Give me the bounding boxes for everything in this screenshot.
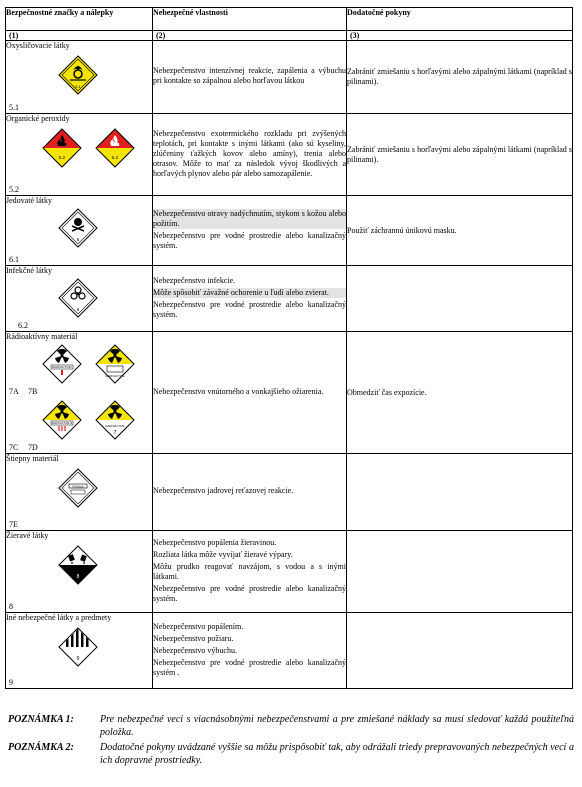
class-id: 7C — [9, 443, 19, 452]
col-number-2: (2) — [153, 31, 347, 41]
property-text: Nebezpečenstvo pre vodné prostredie alebo kanalizačný systém. — [153, 230, 346, 250]
svg-text:5.1: 5.1 — [75, 84, 81, 89]
class-id: 9 — [9, 678, 13, 687]
radioactive-7c-sign-icon — [42, 400, 82, 440]
radioactive-7a-sign-icon — [42, 344, 82, 384]
svg-text:RADIOACTIVE: RADIOACTIVE — [105, 374, 125, 378]
property-text: Nebezpečenstvo popálením. — [153, 621, 244, 631]
svg-text:8: 8 — [76, 574, 80, 580]
property-text: Môžu prudko reagovať navzájom, s vodou a s inými látkami. — [153, 561, 346, 581]
table-row — [6, 531, 573, 613]
table-row — [6, 454, 573, 531]
note-label: POZNÁMKA 1: — [8, 714, 74, 725]
instruction-text: Zabrániť zmiešaniu s horľavými alebo zápalnými látkami (napríklad s pilinami). — [347, 114, 573, 196]
col-number-3: (3) — [347, 31, 573, 41]
property-text: Nebezpečenstvo exotermického rozkladu pri zvýšených teplotách, pri kontakte s inými látkami (ako sú kyseliny, zlúčeniny ťažkých kovov alebo amíny), trenia alebo otrasov. Môže to mať za následok vývoj škodlivých a horľavých plynov alebo pár alebo samozapálenie. — [153, 128, 346, 178]
table-row — [6, 114, 573, 196]
instruction-text — [347, 531, 573, 613]
property-text: Môže spôsobiť závažné ochorenie u ľudí alebo zvierat. — [153, 288, 346, 298]
class-id: 7D — [28, 443, 38, 452]
class-id: 7E — [9, 520, 18, 529]
class-name: Jedovaté látky — [6, 196, 52, 205]
property-text: Nebezpečenstvo intenzívnej reakcie, zapálenia a výbuchu pri kontakte so zápalnou alebo horľavou látkou — [153, 66, 346, 85]
class-id: 6.2 — [18, 321, 28, 330]
table-row — [6, 196, 573, 266]
note-2 — [8, 741, 574, 767]
instruction-text — [347, 613, 573, 689]
class-id: 7B — [28, 387, 38, 396]
svg-text:6: 6 — [76, 237, 80, 242]
class-id: 5.2 — [9, 185, 19, 194]
infectious-biohazard-sign-icon — [58, 278, 98, 318]
note-text: Pre nebezpečné veci s viacnásobnými nebezpečenstvami a pre zmiešané náklady sa musí sledovať každá použiteľná položka. — [100, 714, 574, 738]
corrosive-sign-icon — [58, 545, 98, 585]
miscellaneous-dangerous-sign-icon — [58, 627, 98, 667]
table-row — [6, 41, 573, 114]
instruction-text: Použiť záchrannú únikovú masku. — [347, 196, 573, 266]
fissile-sign-icon — [58, 468, 98, 508]
class-id: 7A — [9, 387, 19, 396]
property-text: Rozliata látka môže vyvíjať žieravé výpary. — [153, 549, 293, 559]
svg-text:6: 6 — [76, 307, 80, 312]
svg-text:FISSILE: FISSILE — [72, 484, 84, 489]
svg-text:5.2: 5.2 — [111, 155, 119, 160]
svg-text:RADIOACTIVE I: RADIOACTIVE I — [51, 365, 73, 369]
note-1 — [8, 713, 574, 739]
svg-text:RADIOACTIVE III: RADIOACTIVE III — [51, 422, 73, 425]
class-name: Štiepny materiál — [6, 454, 59, 463]
property-text: Nebezpečenstvo výbuchu. — [153, 645, 237, 655]
svg-text:RADIOACTIVE: RADIOACTIVE — [105, 424, 125, 428]
table-row — [6, 332, 573, 454]
class-id: 6.1 — [9, 255, 19, 264]
radioactive-7b-sign-icon — [95, 344, 135, 384]
radioactive-7d-sign-icon — [95, 400, 135, 440]
notes-section — [8, 713, 574, 769]
class-name: Iné nebezpečné látky a predmety — [6, 613, 112, 622]
instruction-text — [347, 266, 573, 332]
property-text: Nebezpečenstvo infekcie. — [153, 275, 236, 285]
class-name: Infekčné látky — [6, 266, 52, 275]
instruction-text — [347, 454, 573, 531]
hazard-table — [5, 7, 573, 689]
class-name: Rádioaktívny materiál — [6, 332, 78, 341]
property-text: Nebezpečenstvo pre vodné prostredie alebo kanalizačný systém. — [153, 583, 346, 603]
note-label: POZNÁMKA 2: — [8, 742, 74, 753]
svg-text:9: 9 — [76, 656, 80, 662]
class-name: Žieravé látky — [6, 531, 49, 540]
class-name: Organické peroxidy — [6, 114, 70, 123]
svg-text:7: 7 — [113, 430, 117, 436]
toxic-skull-sign-icon — [58, 208, 98, 248]
note-text: Dodatočné pokyny uvádzané vyššie sa môžu prispôsobiť tak, aby odrážali triedy prepravovaných nebezpečných vecí a ich dopravné prostriedky. — [100, 742, 574, 766]
header-signs: Bezpečnostné značky a nálepky — [6, 8, 153, 31]
table-row — [6, 613, 573, 689]
col-number-1: (1) — [6, 31, 153, 41]
svg-text:5.2: 5.2 — [58, 155, 66, 160]
instruction-text: Obmedziť čas expozície. — [347, 332, 573, 454]
class-name: Oxysličovacie látky — [6, 41, 70, 50]
header-properties: Nebezpečné vlastnosti — [153, 8, 347, 31]
table-row — [6, 266, 573, 332]
property-text: Nebezpečenstvo pre vodné prostredie alebo kanalizačný systém. — [153, 299, 346, 319]
property-text: Nebezpečenstvo otravy nadýchnutím, stykom s kožou alebo požitím. — [153, 208, 346, 228]
class-id: 8 — [9, 602, 13, 611]
organic-peroxide-sign-icon — [42, 128, 82, 168]
header-instructions: Dodatočné pokyny — [347, 8, 573, 31]
property-text: Nebezpečenstvo pre vodné prostredie alebo kanalizačný systém . — [153, 657, 346, 677]
property-text: Nebezpečenstvo požiaru. — [153, 633, 234, 643]
oxidizer-sign-icon — [58, 55, 98, 95]
organic-peroxide-sign-icon — [95, 128, 135, 168]
class-id: 5.1 — [9, 103, 19, 112]
property-text: Nebezpečenstvo vnútorného a vonkajšieho ožiarenia. — [153, 386, 324, 396]
property-text: Nebezpečenstvo jadrovej reťazovej reakcie. — [153, 486, 294, 495]
property-text: Nebezpečenstvo popálenia žieravinou. — [153, 537, 277, 547]
instruction-text: Zabrániť zmiešaniu s horľavými alebo zápalnými látkami (napríklad s pilinami). — [347, 41, 573, 114]
